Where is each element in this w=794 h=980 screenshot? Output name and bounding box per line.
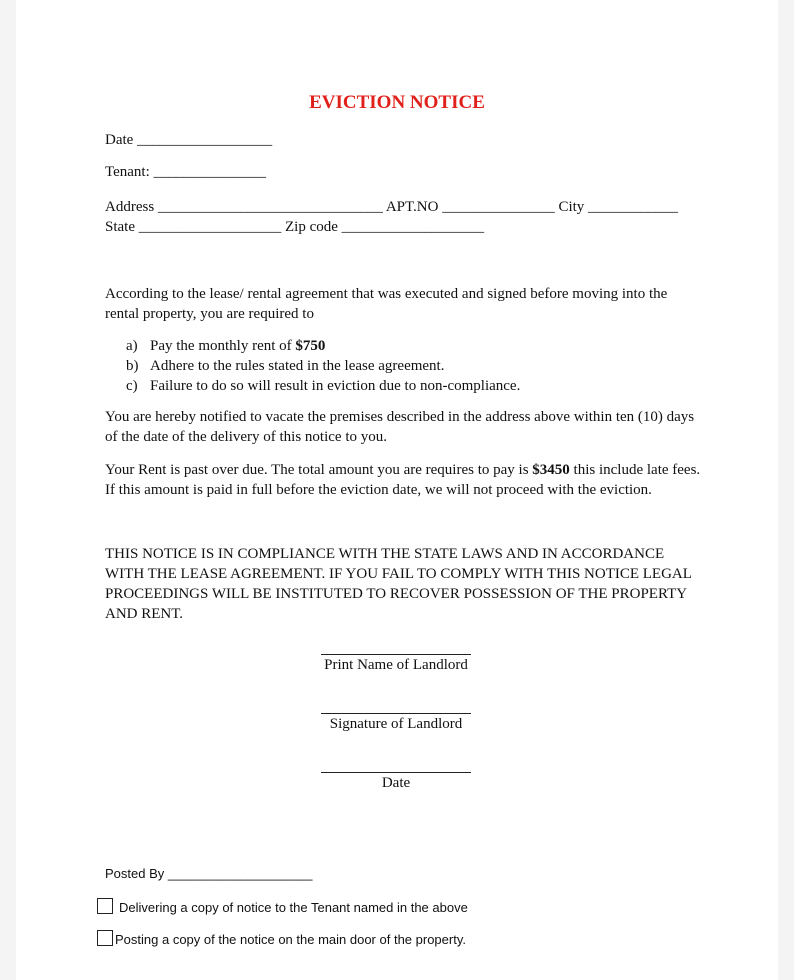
print-name-block [306,640,486,674]
list-marker: c) [126,378,138,394]
list-marker: b) [126,358,139,374]
eviction-warning-text: Failure to do so will result in eviction due to non-compliance. [150,378,521,394]
vacate-paragraph: You are hereby notified to vacate the premises described in the address above within ten (10) days of the date of the delivery of this notice to you. [105,409,695,445]
compliance-paragraph: THIS NOTICE IS IN COMPLIANCE WITH THE STATE LAWS AND IN ACCORDANCE WITH THE LEASE AGREEMENT. IF YOU FAIL TO COMPLY WITH THIS NOTICE LEGAL PROCEEDINGS WILL BE INSTITUTED TO RECOVER POSSESSION OF THE PROPERTY AND RENT. [105,546,692,622]
rent-requirement-text: Pay the monthly rent of [150,338,292,354]
print-name-line[interactable] [321,640,471,655]
intro-paragraph: According to the lease/ rental agreement that was executed and signed before moving into the rental property, you are required to [105,286,668,322]
post-checkbox[interactable] [97,930,113,946]
list-marker: a) [126,338,138,354]
address-field-line[interactable]: Address ______________________________ APT.NO _______________ City ____________ [105,199,679,215]
list-item [126,356,520,376]
post-option-label: Posting a copy of the notice on the main door of the property. [115,932,466,947]
past-due-paragraph [105,460,705,500]
monthly-rent-amount: $750 [295,338,326,354]
date-signature-block [306,758,486,792]
date-field[interactable]: Date __________________ [105,132,273,148]
deliver-checkbox[interactable] [97,898,113,914]
deliver-option[interactable] [97,898,468,915]
signature-block [306,699,486,733]
print-name-label: Print Name of Landlord [324,657,468,673]
signature-date-line[interactable] [321,758,471,773]
notice-page [16,0,778,980]
total-due-amount: $3450 [532,462,570,478]
post-option[interactable] [97,930,466,947]
past-due-text-tail: this include late fees. If this amount is paid in full before the eviction date, we will not proceed with the eviction. [105,462,701,498]
posted-by-field[interactable]: Posted By ____________________ [105,866,313,881]
list-item [126,336,520,356]
signature-date-label: Date [381,775,411,791]
list-item [126,376,520,396]
rules-requirement-text: Adhere to the rules stated in the lease agreement. [150,358,445,374]
requirements-list [126,336,520,396]
past-due-text: Your Rent is past over due. The total amount you are requires to pay is [105,462,529,478]
deliver-option-label: Delivering a copy of notice to the Tenant named in the above [119,900,468,915]
signature-label: Signature of Landlord [329,716,463,732]
signature-line[interactable] [321,699,471,714]
state-zip-field-line[interactable]: State ___________________ Zip code ___________________ [105,219,485,235]
tenant-field[interactable]: Tenant: _______________ [105,164,267,180]
page-title: EVICTION NOTICE [309,92,485,113]
